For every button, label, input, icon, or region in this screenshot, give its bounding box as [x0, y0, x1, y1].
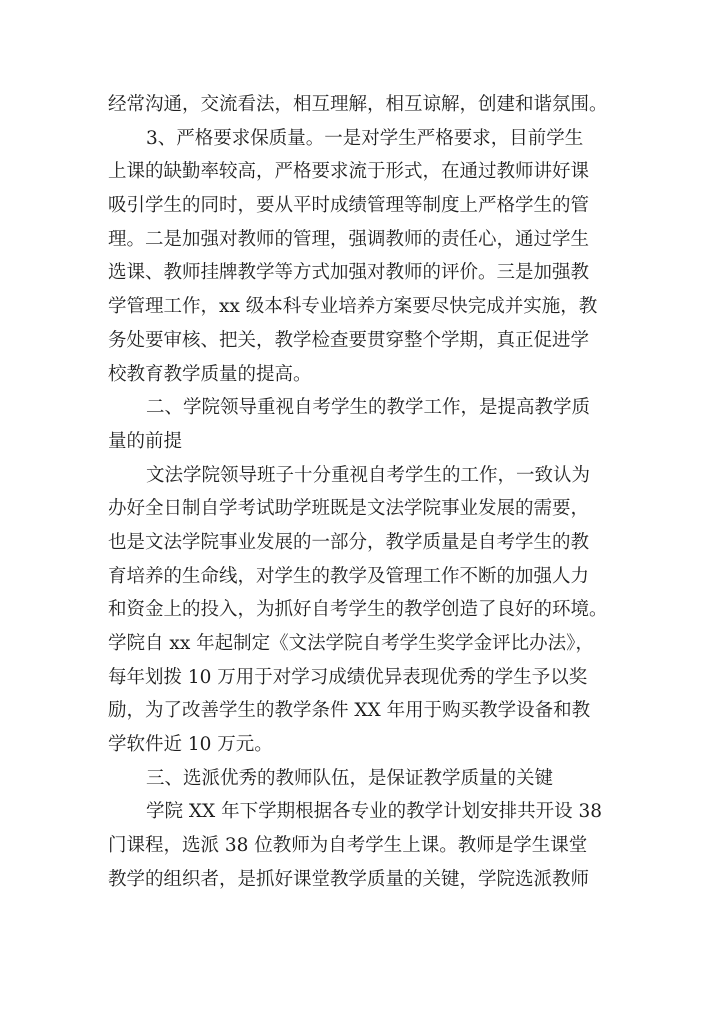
section-heading-line: 二、学院领导重视自考学生的教学工作，是提高教学质 — [146, 397, 591, 419]
text-line: 学院 XX 年下学期根据各专业的教学计划安排共开设 38 — [146, 801, 603, 823]
text-line: 育培养的生命线，对学生的教学及管理工作不断的加强人力 — [108, 565, 590, 587]
text-line: 门课程，选派 38 位教师为自考学生上课。教师是学生课堂 — [108, 835, 588, 857]
document-page — [108, 88, 628, 897]
text-line: 每年划拨 10 万用于对学习成绩优异表现优秀的学生予以奖 — [108, 666, 588, 688]
text-line: 学管理工作，xx 级本科专业培养方案要尽快完成并实施，教 — [108, 296, 598, 318]
text-line: 励，为了改善学生的教学条件 XX 年用于购买教学设备和教 — [108, 700, 591, 722]
text-line: 经常沟通，交流看法，相互理解，相互谅解，创建和谐氛围。 — [108, 94, 608, 115]
text-line: 选课、教师挂牌教学等方式加强对教师的评价。三是加强教 — [108, 262, 590, 284]
text-line: 也是文法学院事业发展的一部分，教学质量是自考学生的教 — [108, 531, 590, 553]
text-line: 3、严格要求保质量。一是对学生严格要求，目前学生 — [146, 127, 584, 149]
text-line: 学软件近 10 万元。 — [108, 734, 273, 756]
text-line: 上课的缺勤率较高，严格要求流于形式，在通过教师讲好课 — [108, 161, 590, 183]
text-line: 教学的组织者，是抓好课堂教学质量的关键，学院选派教师 — [108, 868, 590, 890]
section-heading-line: 三、选派优秀的教师队伍，是保证教学质量的关键 — [146, 767, 554, 789]
text-line: 吸引学生的同时，要从平时成绩管理等制度上严格学生的管 — [108, 195, 590, 217]
text-line: 务处要审核、把关，教学检查要贯穿整个学期，真正促进学 — [108, 329, 590, 351]
text-line: 校教育教学质量的提高。 — [108, 363, 312, 385]
section-heading-line: 量的前提 — [108, 430, 183, 452]
text-line: 办好全日制自学考试助学班既是文法学院事业发展的需要， — [108, 498, 590, 520]
text-line: 和资金上的投入，为抓好自考学生的教学创造了良好的环境。 — [108, 599, 608, 621]
text-line: 学院自 xx 年起制定《文法学院自考学生奖学金评比办法》， — [108, 633, 594, 654]
text-line: 理。二是加强对教师的管理，强调教师的责任心，通过学生 — [108, 228, 590, 250]
text-line: 文法学院领导班子十分重视自考学生的工作，一致认为 — [146, 464, 591, 486]
